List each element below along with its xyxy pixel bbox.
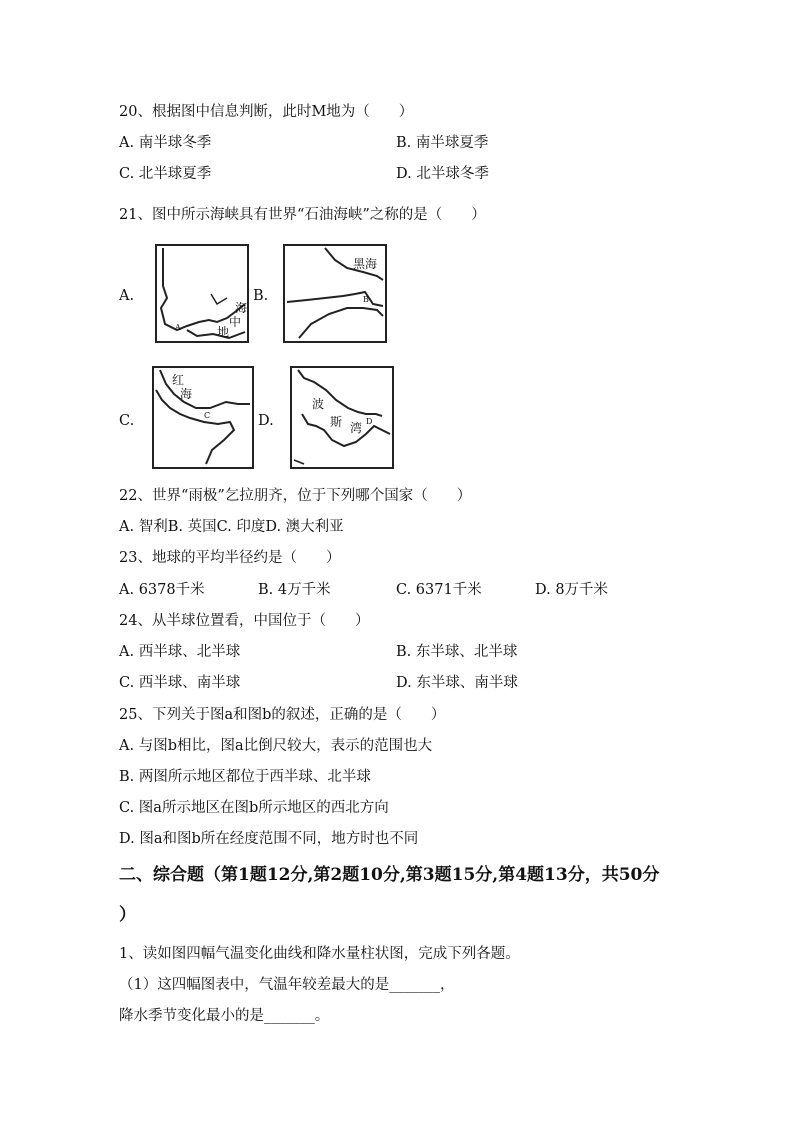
q20-option-b[interactable]: B. 南半球夏季 (396, 135, 489, 151)
strait-map-b (283, 244, 387, 343)
q24-stem: 24、从半球位置看，中国位于（ ） (119, 613, 370, 629)
q24-option-a[interactable]: A. 西半球、北半球 (119, 644, 241, 660)
q21-stem: 21、图中所示海峡具有世界“石油海峡”之称的是（ ） (119, 207, 486, 223)
q21-label-a[interactable]: A. (119, 288, 135, 304)
s2-q1-stem: 1、读如图四幅气温变化曲线和降水量柱状图，完成下列各题。 (119, 946, 520, 962)
map-a-point-label: A (175, 323, 181, 332)
map-d-sea-char-2: 斯 (330, 415, 343, 429)
q23-option-c[interactable]: C. 6371千米 (396, 582, 482, 598)
map-a-sea-char-1: 海 (235, 301, 247, 315)
q23-option-d[interactable]: D. 8万千米 (535, 582, 609, 598)
q25-stem: 25、下列关于图a和图b的叙述，正确的是（ ） (119, 707, 446, 723)
map-c-sea-char-1: 红 (172, 373, 185, 387)
q24-option-b[interactable]: B. 东半球、北半球 (396, 644, 518, 660)
s2-q1-sub1: （1）这四幅图表中，气温年较差最大的是_______， (119, 977, 455, 993)
q25-option-d[interactable]: D. 图a和图b所在经度范围不同，地方时也不同 (119, 831, 419, 847)
map-d-sea-char-1: 波 (312, 397, 325, 411)
section-2-title-cont: ） (119, 905, 136, 925)
q20-option-c[interactable]: C. 北半球夏季 (119, 166, 212, 182)
q24-option-c[interactable]: C. 西半球、南半球 (119, 675, 241, 691)
q24-option-d[interactable]: D. 东半球、南半球 (396, 675, 518, 691)
map-c-point-label: C (204, 411, 211, 420)
q22-stem: 22、世界“雨极”乞拉朋齐，位于下列哪个国家（ ） (119, 488, 472, 504)
strait-map-d (290, 366, 394, 469)
q21-label-d[interactable]: D. (258, 413, 274, 429)
q20-option-d[interactable]: D. 北半球冬季 (396, 166, 489, 182)
q23-option-a[interactable]: A. 6378千米 (119, 582, 205, 598)
q20-stem: 20、根据图中信息判断，此时M地为（ ） (119, 104, 414, 120)
q25-option-a[interactable]: A. 与图b相比，图a比倒尺较大，表示的范围也大 (119, 738, 433, 754)
q21-label-c[interactable]: C. (119, 413, 135, 429)
q23-option-b[interactable]: B. 4万千米 (258, 582, 331, 598)
map-d-sea-char-3: 湾 (350, 421, 363, 435)
map-b-sea-label: 黑海 (353, 257, 378, 271)
q25-option-c[interactable]: C. 图a所示地区在图b所示地区的西北方向 (119, 800, 389, 816)
q20-option-a[interactable]: A. 南半球冬季 (119, 135, 212, 151)
map-c-sea-char-2: 海 (180, 387, 193, 401)
q25-option-b[interactable]: B. 两图所示地区都位于西半球、北半球 (119, 769, 371, 785)
s2-q1-sub1-cont: 降水季节变化最小的是_______。 (119, 1008, 330, 1024)
strait-map-c (152, 366, 254, 469)
map-a-sea-char-3: 地 (217, 325, 230, 339)
map-b-point-label: B (363, 295, 369, 304)
map-d-point-label: D (366, 417, 373, 426)
q22-options[interactable]: A. 智利B. 英国C. 印度D. 澳大利亚 (119, 519, 344, 535)
strait-map-a (155, 244, 249, 343)
q23-stem: 23、地球的平均半径约是（ ） (119, 550, 341, 566)
section-2-title: 二、综合题（第1题12分,第2题10分,第3题15分,第4题13分，共50分 (119, 865, 660, 885)
q21-label-b[interactable]: B. (253, 288, 269, 304)
map-a-sea-char-2: 中 (229, 315, 242, 329)
